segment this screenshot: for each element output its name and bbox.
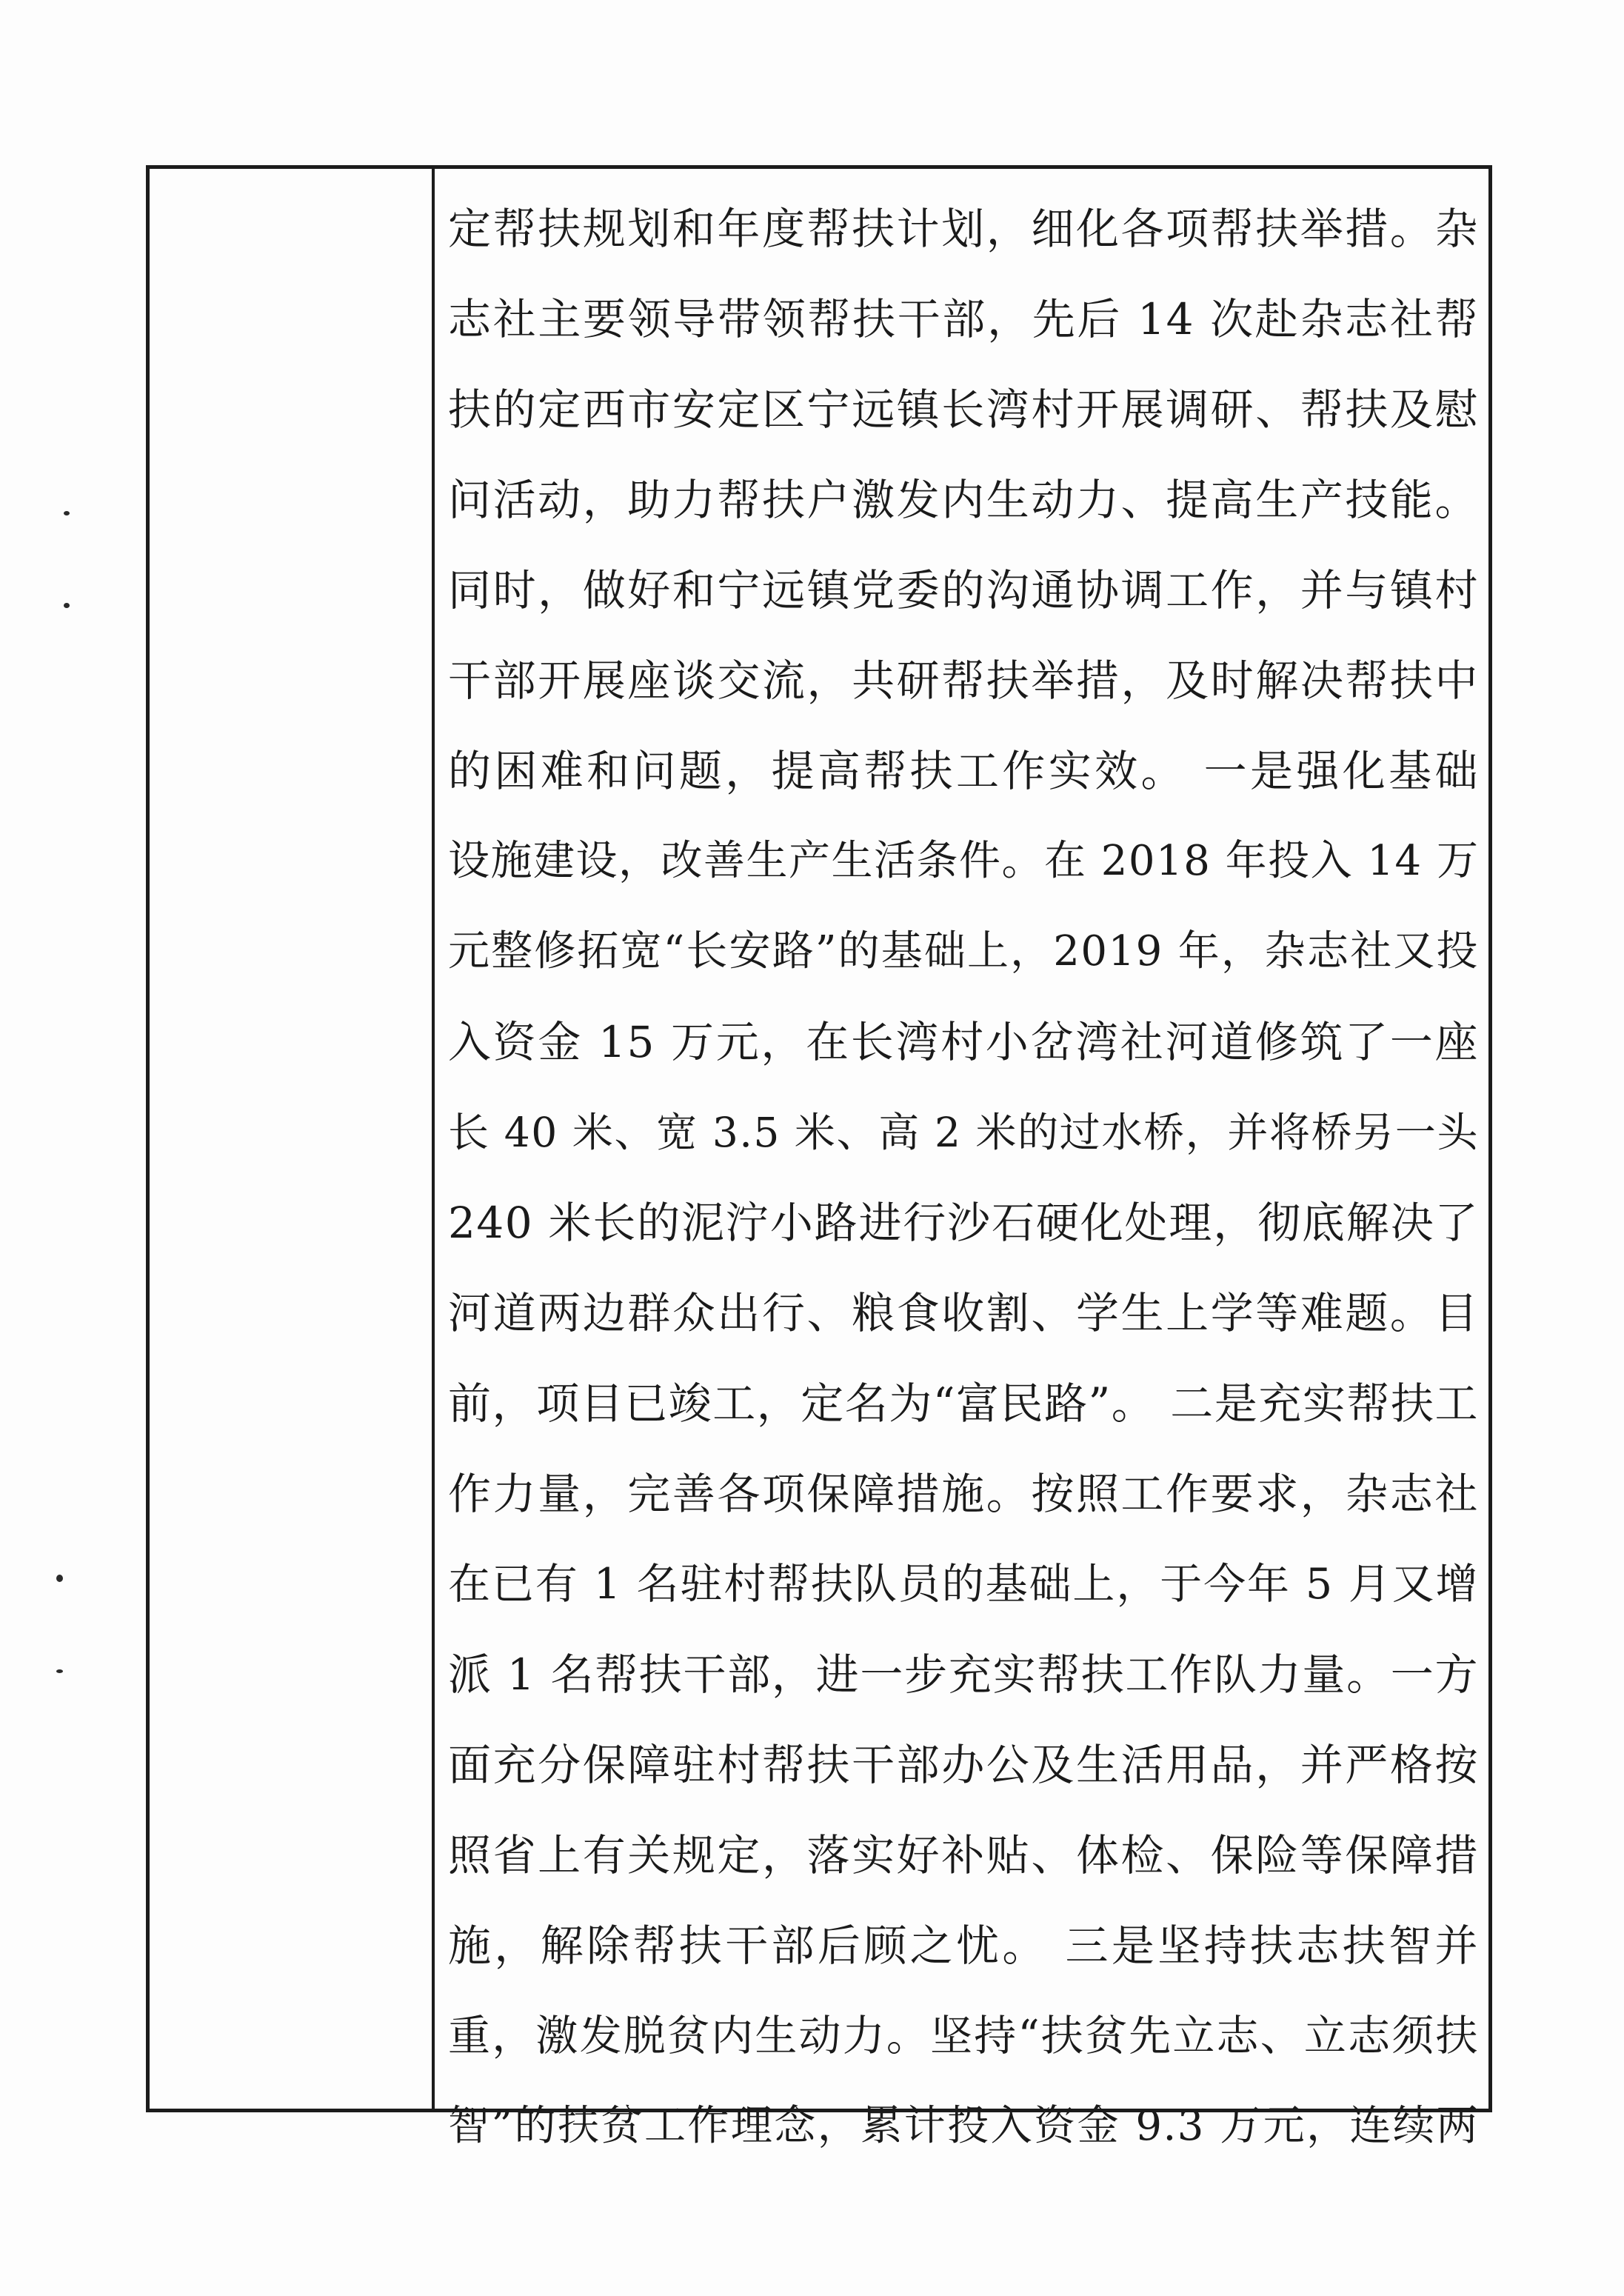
text-line: 同时，做好和宁远镇党委的沟通协调工作，并与镇村	[448, 565, 1479, 615]
text-line: 定帮扶规划和年度帮扶计划，细化各项帮扶举措。杂	[448, 204, 1479, 254]
text-line: 扶的定西市安定区宁远镇长湾村开展调研、帮扶及慰	[448, 384, 1479, 435]
text-line: 重，激发脱贫内生动力。坚持“扶贫先立志、立志须扶	[448, 2012, 1479, 2060]
body-text	[448, 184, 1479, 2172]
table-label-cell	[150, 169, 435, 2109]
text-line: 照省上有关规定，落实好补贴、体检、保险等保障措	[448, 1830, 1479, 1880]
text-line: 智”的扶贫工作理念，累计投入资金 9.3 万元，连续两	[448, 2102, 1479, 2150]
text-line: 长 40 米、宽 3.5 米、高 2 米的过水桥，并将桥另一头	[448, 1109, 1479, 1156]
text-line: 面充分保障驻村帮扶干部办公及生活用品，并严格按	[448, 1740, 1479, 1790]
form-table	[146, 165, 1492, 2150]
scan-speck-3	[56, 1575, 63, 1582]
text-line: 240 米长的泥泞小路进行沙石硬化处理，彻底解决了	[448, 1198, 1479, 1248]
text-line: 设施建设，改善生产生活条件。在 2018 年投入 14 万	[448, 837, 1480, 885]
scan-speck-4	[56, 1669, 63, 1673]
scan-speck-1	[64, 511, 70, 515]
text-line: 志社主要领导带领帮扶干部，先后 14 次赴杂志社帮	[448, 294, 1479, 344]
text-line: 入资金 15 万元，在长湾村小岔湾社河道修筑了一座	[448, 1017, 1479, 1067]
scan-speck-2	[64, 603, 70, 608]
text-line: 前，项目已竣工，定名为“富民路”。 二是充实帮扶工	[448, 1378, 1479, 1429]
text-line: 的困难和问题，提高帮扶工作实效。 一是强化基础	[448, 746, 1479, 796]
text-line: 作力量，完善各项保障措施。按照工作要求，杂志社	[448, 1469, 1479, 1519]
text-line: 干部开展座谈交流，共研帮扶举措，及时解决帮扶中	[448, 655, 1479, 706]
text-line: 施，解除帮扶干部后顾之忧。 三是坚持扶志扶智并	[448, 1920, 1479, 1971]
text-line: 元整修拓宽“长安路”的基础上，2019 年，杂志社又投	[448, 927, 1479, 975]
text-line: 问活动，助力帮扶户激发内生动力、提高生产技能。	[448, 475, 1479, 525]
text-line: 派 1 名帮扶干部，进一步充实帮扶工作队力量。一方	[448, 1649, 1479, 1700]
table-content-cell	[438, 169, 1488, 2150]
text-line: 河道两边群众出行、粮食收割、学生上学等难题。目	[448, 1288, 1479, 1338]
text-line: 在已有 1 名驻村帮扶队员的基础上，于今年 5 月又增	[448, 1560, 1479, 1609]
